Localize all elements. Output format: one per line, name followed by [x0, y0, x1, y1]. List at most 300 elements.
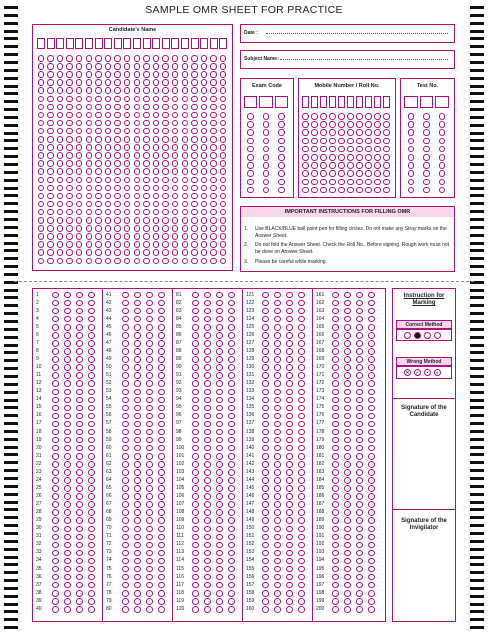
- exam-code-bubble[interactable]: [278, 179, 285, 186]
- answer-bubble[interactable]: [298, 526, 305, 533]
- name-bubble[interactable]: [220, 55, 227, 62]
- name-bubble[interactable]: [134, 96, 141, 103]
- mobile-bubble[interactable]: [338, 121, 345, 128]
- name-bubble[interactable]: [57, 249, 64, 256]
- answer-bubble[interactable]: [88, 380, 95, 387]
- answer-bubble[interactable]: [228, 364, 235, 371]
- mobile-bubble[interactable]: [329, 113, 336, 120]
- name-bubble[interactable]: [95, 201, 102, 208]
- test-no-bubble[interactable]: [439, 113, 446, 120]
- answer-bubble[interactable]: [368, 356, 375, 363]
- name-bubble[interactable]: [210, 258, 217, 265]
- answer-bubble[interactable]: [146, 405, 153, 412]
- mobile-digit-box[interactable]: [311, 96, 318, 108]
- name-bubble[interactable]: [66, 79, 73, 86]
- answer-bubble[interactable]: [216, 509, 223, 516]
- name-bubble[interactable]: [210, 241, 217, 248]
- mobile-bubble[interactable]: [338, 154, 345, 161]
- answer-bubble[interactable]: [158, 493, 165, 500]
- mobile-bubble[interactable]: [329, 154, 336, 161]
- name-bubble[interactable]: [134, 112, 141, 119]
- answer-bubble[interactable]: [332, 413, 339, 420]
- answer-bubble[interactable]: [228, 590, 235, 597]
- answer-bubble[interactable]: [64, 356, 71, 363]
- answer-bubble[interactable]: [146, 469, 153, 476]
- answer-bubble[interactable]: [146, 509, 153, 516]
- name-bubble[interactable]: [86, 160, 93, 167]
- name-bubble[interactable]: [210, 79, 217, 86]
- name-bubble[interactable]: [182, 233, 189, 240]
- name-bubble[interactable]: [162, 104, 169, 111]
- name-bubble[interactable]: [47, 136, 54, 143]
- name-bubble[interactable]: [105, 55, 112, 62]
- answer-bubble[interactable]: [274, 453, 281, 460]
- exam-code-bubble[interactable]: [247, 179, 254, 186]
- name-bubble[interactable]: [191, 63, 198, 70]
- name-bubble[interactable]: [143, 79, 150, 86]
- name-bubble[interactable]: [38, 225, 45, 232]
- answer-bubble[interactable]: [216, 590, 223, 597]
- name-bubble[interactable]: [124, 136, 131, 143]
- answer-bubble[interactable]: [298, 493, 305, 500]
- test-no-bubble[interactable]: [423, 170, 430, 177]
- name-bubble[interactable]: [143, 128, 150, 135]
- name-letter-box[interactable]: [181, 38, 189, 49]
- answer-bubble[interactable]: [298, 348, 305, 355]
- answer-bubble[interactable]: [368, 485, 375, 492]
- name-bubble[interactable]: [191, 177, 198, 184]
- mobile-bubble[interactable]: [374, 187, 381, 194]
- answer-bubble[interactable]: [274, 598, 281, 605]
- answer-bubble[interactable]: [344, 397, 351, 404]
- name-bubble[interactable]: [162, 79, 169, 86]
- mobile-bubble[interactable]: [329, 138, 336, 145]
- test-no-bubble[interactable]: [408, 113, 415, 120]
- name-bubble[interactable]: [153, 71, 160, 78]
- answer-bubble[interactable]: [52, 389, 59, 396]
- name-bubble[interactable]: [210, 87, 217, 94]
- answer-bubble[interactable]: [262, 413, 269, 420]
- answer-bubble[interactable]: [344, 509, 351, 516]
- answer-bubble[interactable]: [146, 453, 153, 460]
- name-bubble[interactable]: [86, 63, 93, 70]
- mobile-bubble[interactable]: [383, 170, 390, 177]
- name-bubble[interactable]: [182, 225, 189, 232]
- mobile-bubble[interactable]: [302, 179, 309, 186]
- mobile-bubble[interactable]: [338, 138, 345, 145]
- name-bubble[interactable]: [57, 258, 64, 265]
- answer-bubble[interactable]: [76, 477, 83, 484]
- name-bubble[interactable]: [191, 201, 198, 208]
- answer-bubble[interactable]: [286, 364, 293, 371]
- answer-bubble[interactable]: [158, 453, 165, 460]
- name-bubble[interactable]: [47, 160, 54, 167]
- name-bubble[interactable]: [162, 55, 169, 62]
- mobile-digit-box[interactable]: [356, 96, 363, 108]
- name-bubble[interactable]: [191, 258, 198, 265]
- answer-bubble[interactable]: [228, 324, 235, 331]
- name-bubble[interactable]: [172, 225, 179, 232]
- answer-bubble[interactable]: [122, 590, 129, 597]
- name-bubble[interactable]: [191, 209, 198, 216]
- answer-bubble[interactable]: [192, 461, 199, 468]
- name-bubble[interactable]: [95, 128, 102, 135]
- mobile-digit-box[interactable]: [374, 96, 381, 108]
- answer-bubble[interactable]: [332, 397, 339, 404]
- name-letter-box[interactable]: [171, 38, 179, 49]
- mobile-bubble[interactable]: [356, 129, 363, 136]
- answer-bubble[interactable]: [356, 469, 363, 476]
- answer-bubble[interactable]: [298, 405, 305, 412]
- answer-bubble[interactable]: [146, 542, 153, 549]
- answer-bubble[interactable]: [52, 324, 59, 331]
- mobile-bubble[interactable]: [356, 138, 363, 145]
- name-bubble[interactable]: [143, 87, 150, 94]
- name-bubble[interactable]: [76, 63, 83, 70]
- name-bubble[interactable]: [86, 177, 93, 184]
- name-bubble[interactable]: [105, 249, 112, 256]
- name-bubble[interactable]: [182, 217, 189, 224]
- answer-bubble[interactable]: [298, 389, 305, 396]
- name-bubble[interactable]: [66, 96, 73, 103]
- name-bubble[interactable]: [201, 136, 208, 143]
- mobile-bubble[interactable]: [365, 138, 372, 145]
- answer-bubble[interactable]: [122, 348, 129, 355]
- answer-bubble[interactable]: [274, 477, 281, 484]
- name-bubble[interactable]: [143, 193, 150, 200]
- name-bubble[interactable]: [66, 249, 73, 256]
- answer-bubble[interactable]: [76, 356, 83, 363]
- name-bubble[interactable]: [66, 168, 73, 175]
- answer-bubble[interactable]: [122, 405, 129, 412]
- answer-bubble[interactable]: [146, 526, 153, 533]
- name-bubble[interactable]: [76, 225, 83, 232]
- name-bubble[interactable]: [210, 152, 217, 159]
- answer-bubble[interactable]: [286, 526, 293, 533]
- answer-bubble[interactable]: [262, 606, 269, 613]
- answer-bubble[interactable]: [204, 542, 211, 549]
- mobile-bubble[interactable]: [329, 179, 336, 186]
- name-bubble[interactable]: [38, 168, 45, 175]
- answer-bubble[interactable]: [88, 469, 95, 476]
- answer-bubble[interactable]: [356, 477, 363, 484]
- answer-bubble[interactable]: [146, 397, 153, 404]
- name-bubble[interactable]: [114, 233, 121, 240]
- mobile-bubble[interactable]: [329, 170, 336, 177]
- name-bubble[interactable]: [143, 177, 150, 184]
- answer-bubble[interactable]: [88, 542, 95, 549]
- answer-bubble[interactable]: [368, 372, 375, 379]
- answer-bubble[interactable]: [88, 332, 95, 339]
- exam-code-bubble[interactable]: [278, 187, 285, 194]
- name-bubble[interactable]: [95, 136, 102, 143]
- answer-bubble[interactable]: [134, 606, 141, 613]
- answer-bubble[interactable]: [146, 501, 153, 508]
- name-bubble[interactable]: [47, 168, 54, 175]
- name-bubble[interactable]: [143, 168, 150, 175]
- answer-bubble[interactable]: [274, 413, 281, 420]
- answer-bubble[interactable]: [76, 324, 83, 331]
- answer-bubble[interactable]: [204, 413, 211, 420]
- name-bubble[interactable]: [191, 104, 198, 111]
- answer-bubble[interactable]: [274, 590, 281, 597]
- name-bubble[interactable]: [172, 217, 179, 224]
- answer-bubble[interactable]: [134, 526, 141, 533]
- answer-bubble[interactable]: [76, 590, 83, 597]
- name-bubble[interactable]: [95, 120, 102, 127]
- mobile-bubble[interactable]: [347, 162, 354, 169]
- answer-bubble[interactable]: [134, 534, 141, 541]
- name-bubble[interactable]: [95, 193, 102, 200]
- name-bubble[interactable]: [47, 225, 54, 232]
- answer-bubble[interactable]: [286, 413, 293, 420]
- answer-bubble[interactable]: [344, 477, 351, 484]
- name-bubble[interactable]: [95, 160, 102, 167]
- answer-bubble[interactable]: [286, 389, 293, 396]
- mobile-bubble[interactable]: [347, 179, 354, 186]
- answer-bubble[interactable]: [158, 517, 165, 524]
- answer-bubble[interactable]: [344, 590, 351, 597]
- name-bubble[interactable]: [57, 160, 64, 167]
- answer-bubble[interactable]: [64, 509, 71, 516]
- name-bubble[interactable]: [105, 160, 112, 167]
- answer-bubble[interactable]: [356, 397, 363, 404]
- name-bubble[interactable]: [95, 96, 102, 103]
- name-bubble[interactable]: [134, 104, 141, 111]
- mobile-bubble[interactable]: [365, 170, 372, 177]
- answer-bubble[interactable]: [52, 493, 59, 500]
- name-bubble[interactable]: [57, 177, 64, 184]
- answer-bubble[interactable]: [356, 493, 363, 500]
- answer-bubble[interactable]: [216, 477, 223, 484]
- answer-bubble[interactable]: [228, 598, 235, 605]
- name-bubble[interactable]: [105, 241, 112, 248]
- answer-bubble[interactable]: [298, 509, 305, 516]
- answer-bubble[interactable]: [286, 340, 293, 347]
- name-bubble[interactable]: [86, 104, 93, 111]
- answer-bubble[interactable]: [52, 590, 59, 597]
- answer-bubble[interactable]: [356, 324, 363, 331]
- answer-bubble[interactable]: [216, 372, 223, 379]
- answer-bubble[interactable]: [332, 517, 339, 524]
- answer-bubble[interactable]: [64, 413, 71, 420]
- answer-bubble[interactable]: [192, 332, 199, 339]
- mobile-bubble[interactable]: [383, 154, 390, 161]
- answer-bubble[interactable]: [368, 405, 375, 412]
- name-bubble[interactable]: [210, 168, 217, 175]
- answer-bubble[interactable]: [88, 590, 95, 597]
- name-bubble[interactable]: [114, 79, 121, 86]
- name-bubble[interactable]: [134, 193, 141, 200]
- name-bubble[interactable]: [191, 225, 198, 232]
- name-bubble[interactable]: [201, 144, 208, 151]
- answer-bubble[interactable]: [64, 397, 71, 404]
- name-bubble[interactable]: [105, 136, 112, 143]
- name-bubble[interactable]: [182, 136, 189, 143]
- name-bubble[interactable]: [191, 87, 198, 94]
- answer-bubble[interactable]: [344, 348, 351, 355]
- name-bubble[interactable]: [191, 79, 198, 86]
- name-bubble[interactable]: [66, 225, 73, 232]
- answer-bubble[interactable]: [134, 509, 141, 516]
- test-no-bubble[interactable]: [439, 154, 446, 161]
- exam-code-bubble[interactable]: [263, 170, 270, 177]
- name-bubble[interactable]: [38, 144, 45, 151]
- name-bubble[interactable]: [191, 71, 198, 78]
- answer-bubble[interactable]: [298, 598, 305, 605]
- answer-bubble[interactable]: [216, 517, 223, 524]
- answer-bubble[interactable]: [204, 461, 211, 468]
- mobile-digit-box[interactable]: [302, 96, 309, 108]
- name-bubble[interactable]: [210, 185, 217, 192]
- name-bubble[interactable]: [95, 225, 102, 232]
- name-bubble[interactable]: [143, 249, 150, 256]
- mobile-bubble[interactable]: [302, 129, 309, 136]
- answer-bubble[interactable]: [146, 461, 153, 468]
- mobile-bubble[interactable]: [365, 187, 372, 194]
- name-bubble[interactable]: [134, 249, 141, 256]
- name-bubble[interactable]: [47, 241, 54, 248]
- answer-bubble[interactable]: [286, 332, 293, 339]
- name-letter-box[interactable]: [85, 38, 93, 49]
- name-bubble[interactable]: [210, 249, 217, 256]
- name-bubble[interactable]: [86, 112, 93, 119]
- exam-code-bubble[interactable]: [247, 121, 254, 128]
- answer-bubble[interactable]: [274, 364, 281, 371]
- answer-bubble[interactable]: [332, 380, 339, 387]
- answer-bubble[interactable]: [192, 324, 199, 331]
- answer-bubble[interactable]: [298, 501, 305, 508]
- test-no-bubble[interactable]: [423, 129, 430, 136]
- answer-bubble[interactable]: [204, 598, 211, 605]
- name-bubble[interactable]: [162, 168, 169, 175]
- answer-bubble[interactable]: [192, 469, 199, 476]
- answer-bubble[interactable]: [286, 501, 293, 508]
- mobile-bubble[interactable]: [383, 179, 390, 186]
- exam-code-bubble[interactable]: [263, 129, 270, 136]
- name-bubble[interactable]: [201, 152, 208, 159]
- name-bubble[interactable]: [210, 201, 217, 208]
- name-bubble[interactable]: [210, 193, 217, 200]
- answer-bubble[interactable]: [216, 397, 223, 404]
- answer-bubble[interactable]: [286, 598, 293, 605]
- answer-bubble[interactable]: [122, 542, 129, 549]
- name-bubble[interactable]: [182, 144, 189, 151]
- name-bubble[interactable]: [162, 63, 169, 70]
- answer-bubble[interactable]: [274, 380, 281, 387]
- answer-bubble[interactable]: [262, 598, 269, 605]
- answer-bubble[interactable]: [64, 606, 71, 613]
- answer-bubble[interactable]: [76, 526, 83, 533]
- mobile-bubble[interactable]: [338, 162, 345, 169]
- name-bubble[interactable]: [143, 120, 150, 127]
- name-bubble[interactable]: [86, 168, 93, 175]
- name-bubble[interactable]: [201, 160, 208, 167]
- name-bubble[interactable]: [47, 258, 54, 265]
- answer-bubble[interactable]: [158, 348, 165, 355]
- name-bubble[interactable]: [210, 112, 217, 119]
- answer-bubble[interactable]: [76, 606, 83, 613]
- name-bubble[interactable]: [210, 144, 217, 151]
- answer-bubble[interactable]: [356, 348, 363, 355]
- name-bubble[interactable]: [95, 112, 102, 119]
- test-no-bubble[interactable]: [423, 146, 430, 153]
- answer-bubble[interactable]: [192, 598, 199, 605]
- name-bubble[interactable]: [220, 144, 227, 151]
- name-bubble[interactable]: [162, 87, 169, 94]
- answer-bubble[interactable]: [122, 397, 129, 404]
- name-bubble[interactable]: [153, 160, 160, 167]
- answer-bubble[interactable]: [228, 517, 235, 524]
- name-bubble[interactable]: [38, 177, 45, 184]
- mobile-bubble[interactable]: [356, 154, 363, 161]
- name-bubble[interactable]: [66, 136, 73, 143]
- answer-bubble[interactable]: [158, 389, 165, 396]
- answer-bubble[interactable]: [64, 590, 71, 597]
- answer-bubble[interactable]: [228, 534, 235, 541]
- answer-bubble[interactable]: [332, 606, 339, 613]
- name-bubble[interactable]: [220, 233, 227, 240]
- name-bubble[interactable]: [57, 233, 64, 240]
- name-bubble[interactable]: [134, 185, 141, 192]
- name-bubble[interactable]: [134, 160, 141, 167]
- name-bubble[interactable]: [86, 217, 93, 224]
- answer-bubble[interactable]: [216, 348, 223, 355]
- answer-bubble[interactable]: [122, 485, 129, 492]
- exam-code-bubble[interactable]: [278, 146, 285, 153]
- answer-bubble[interactable]: [344, 517, 351, 524]
- name-bubble[interactable]: [191, 136, 198, 143]
- name-bubble[interactable]: [162, 201, 169, 208]
- mobile-bubble[interactable]: [320, 129, 327, 136]
- name-bubble[interactable]: [76, 233, 83, 240]
- answer-bubble[interactable]: [88, 517, 95, 524]
- answer-bubble[interactable]: [204, 380, 211, 387]
- answer-bubble[interactable]: [228, 348, 235, 355]
- answer-bubble[interactable]: [228, 405, 235, 412]
- answer-bubble[interactable]: [262, 356, 269, 363]
- answer-bubble[interactable]: [298, 332, 305, 339]
- name-bubble[interactable]: [153, 96, 160, 103]
- answer-bubble[interactable]: [158, 542, 165, 549]
- name-bubble[interactable]: [162, 241, 169, 248]
- answer-bubble[interactable]: [332, 461, 339, 468]
- answer-bubble[interactable]: [52, 606, 59, 613]
- mobile-bubble[interactable]: [338, 129, 345, 136]
- answer-bubble[interactable]: [286, 590, 293, 597]
- answer-bubble[interactable]: [286, 356, 293, 363]
- mobile-bubble[interactable]: [347, 146, 354, 153]
- answer-bubble[interactable]: [368, 413, 375, 420]
- answer-bubble[interactable]: [192, 501, 199, 508]
- name-bubble[interactable]: [114, 152, 121, 159]
- answer-bubble[interactable]: [368, 389, 375, 396]
- exam-code-bubble[interactable]: [247, 170, 254, 177]
- name-bubble[interactable]: [47, 152, 54, 159]
- name-bubble[interactable]: [153, 55, 160, 62]
- answer-bubble[interactable]: [298, 340, 305, 347]
- name-bubble[interactable]: [210, 55, 217, 62]
- answer-bubble[interactable]: [52, 453, 59, 460]
- name-bubble[interactable]: [47, 217, 54, 224]
- name-bubble[interactable]: [95, 152, 102, 159]
- answer-bubble[interactable]: [158, 340, 165, 347]
- answer-bubble[interactable]: [216, 606, 223, 613]
- answer-bubble[interactable]: [204, 405, 211, 412]
- answer-bubble[interactable]: [134, 413, 141, 420]
- name-bubble[interactable]: [162, 258, 169, 265]
- name-bubble[interactable]: [220, 152, 227, 159]
